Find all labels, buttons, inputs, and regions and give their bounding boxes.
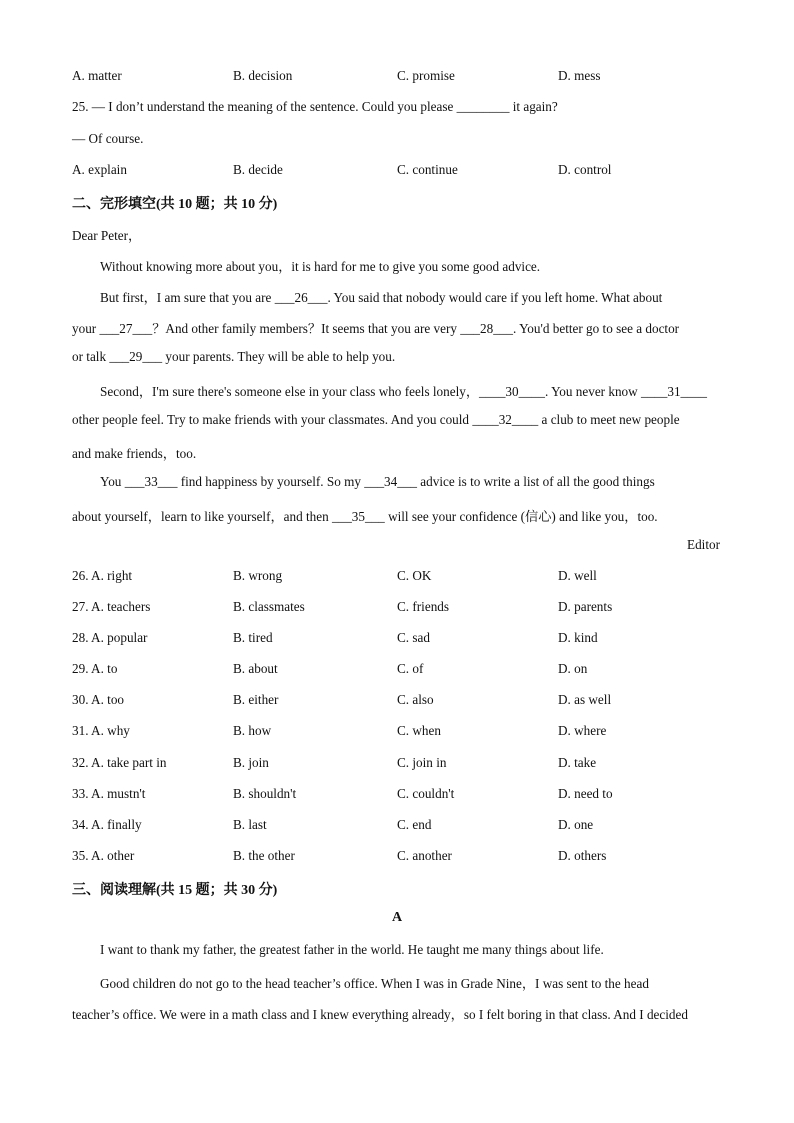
option-a: 35. A. other — [72, 848, 135, 863]
option-b: B. tired — [233, 630, 273, 645]
option-a: 27. A. teachers — [72, 599, 151, 614]
text: Second，I'm sure there's someone else in your class who feels lonely， — [100, 384, 480, 399]
option-b: B. wrong — [233, 568, 283, 583]
letter-paragraph-2 — [100, 287, 662, 306]
option-a: 31. A. why — [72, 723, 130, 738]
option-a: 34. A. finally — [72, 817, 142, 832]
option-c: C. sad — [397, 630, 430, 645]
blank-35: ___35___ — [332, 509, 385, 524]
text: ？And other family members？It seems that you are very — [152, 321, 461, 336]
text: will see your confidence (信心) and like you，too. — [384, 509, 658, 524]
text: find happiness by yourself. So my — [177, 474, 365, 489]
letter-paragraph-2-line-2 — [72, 318, 679, 337]
blank-32: ____32____ — [472, 412, 539, 427]
text: or talk — [72, 349, 110, 364]
letter-paragraph-2-line-3 — [72, 349, 395, 365]
text: advice is to write a list of all the good things — [417, 474, 655, 489]
text: . You never know — [544, 384, 641, 399]
option-c: C. of — [397, 661, 424, 676]
letter-signature: Editor — [687, 537, 720, 552]
text: . You said that nobody would care if you left home. What about — [327, 290, 663, 305]
option-c: C. when — [397, 723, 441, 738]
blank-29: ___29___ — [109, 349, 163, 364]
text: your — [72, 321, 100, 336]
letter-paragraph-3-line-3: and make friends，too. — [72, 446, 197, 461]
blank-33: ___33___ — [124, 474, 178, 489]
option-c: C. OK — [397, 568, 432, 583]
letter-paragraph-3 — [100, 381, 707, 400]
option-d: D. as well — [558, 692, 612, 707]
option-c: C. friends — [397, 599, 450, 614]
q25-question — [72, 99, 558, 115]
option-d: D. one — [558, 817, 594, 832]
blank-28: ___28___ — [460, 321, 513, 336]
option-a: 26. A. right — [72, 568, 133, 583]
letter-greeting: Dear Peter， — [72, 228, 142, 243]
option-d: D. others — [558, 848, 607, 863]
option-a: 30. A. too — [72, 692, 125, 707]
letter-paragraph-1: Without knowing more about you，it is hard for me to give you some good advice. — [100, 259, 541, 274]
letter-paragraph-3-line-2 — [72, 412, 680, 428]
blank-30: ____30____ — [479, 384, 545, 399]
option-b: B. about — [233, 661, 278, 676]
option-b: B. classmates — [233, 599, 305, 614]
passage-line-2: Good children do not go to the head teacher’s office. When I was in Grade Nine，I was sent to the head — [100, 976, 649, 991]
letter-paragraph-4-line-2 — [72, 506, 658, 525]
passage-line-1: I want to thank my father, the greatest father in the world. He taught me many things about life. — [100, 942, 604, 957]
text: other people feel. Try to make friends with your classmates. And you could — [72, 412, 473, 427]
option-b: B. either — [233, 692, 279, 707]
q25-option-c: C. continue — [397, 162, 458, 177]
option-d: D. take — [558, 755, 597, 770]
q25-option-a: A. explain — [72, 162, 127, 177]
option-d: D. well — [558, 568, 597, 583]
blank-34: ___34___ — [364, 474, 417, 489]
letter-paragraph-4 — [100, 474, 655, 490]
q24-option-a: A. matter — [72, 68, 122, 83]
option-b: B. join — [233, 755, 269, 770]
passage-line-3: teacher’s office. We were in a math class and I knew everything already，so I felt boring in that class. And I decided — [72, 1007, 688, 1022]
text: a club to meet new people — [538, 412, 680, 427]
q25-option-b: B. decide — [233, 162, 283, 177]
text: But first，I am sure that you are — [100, 290, 275, 305]
option-c: C. couldn't — [397, 786, 455, 801]
option-a: 29. A. to — [72, 661, 118, 676]
option-b: B. how — [233, 723, 272, 738]
text: . You'd better go to see a doctor — [512, 321, 680, 336]
section2-title: 二、完形填空(共 10 题；共 10 分) — [72, 197, 278, 212]
q25-option-d: D. control — [558, 162, 612, 177]
q24-option-c: C. promise — [397, 68, 455, 83]
option-b: B. the other — [233, 848, 295, 863]
option-a: 28. A. popular — [72, 630, 148, 645]
option-c: C. another — [397, 848, 452, 863]
section3-title: 三、阅读理解(共 15 题；共 30 分) — [72, 883, 278, 898]
option-d: D. where — [558, 723, 607, 738]
q24-option-b: B. decision — [233, 68, 293, 83]
passage-label: A — [391, 910, 403, 925]
q25-blank: ________ — [456, 99, 510, 114]
option-c: C. end — [397, 817, 432, 832]
option-a: 33. A. mustn't — [72, 786, 146, 801]
option-b: B. shouldn't — [233, 786, 297, 801]
text: about yourself，learn to like yourself，and then — [72, 509, 333, 524]
option-d: D. need to — [558, 786, 613, 801]
q25-text: 25. — I don’t understand the meaning of the sentence. Could you please — [72, 99, 457, 114]
q25-text-end: it again? — [509, 99, 558, 114]
option-b: B. last — [233, 817, 267, 832]
blank-31: ____31____ — [640, 384, 707, 399]
blank-27: ___27___ — [99, 321, 153, 336]
text: your parents. They will be able to help you. — [162, 349, 396, 364]
option-d: D. on — [558, 661, 588, 676]
text: You — [100, 474, 125, 489]
option-c: C. join in — [397, 755, 447, 770]
option-c: C. also — [397, 692, 434, 707]
option-d: D. parents — [558, 599, 613, 614]
q25-reply: — Of course. — [72, 131, 144, 146]
option-d: D. kind — [558, 630, 598, 645]
option-a: 32. A. take part in — [72, 755, 167, 770]
blank-26: ___26___ — [274, 290, 328, 305]
q24-option-d: D. mess — [558, 68, 601, 83]
